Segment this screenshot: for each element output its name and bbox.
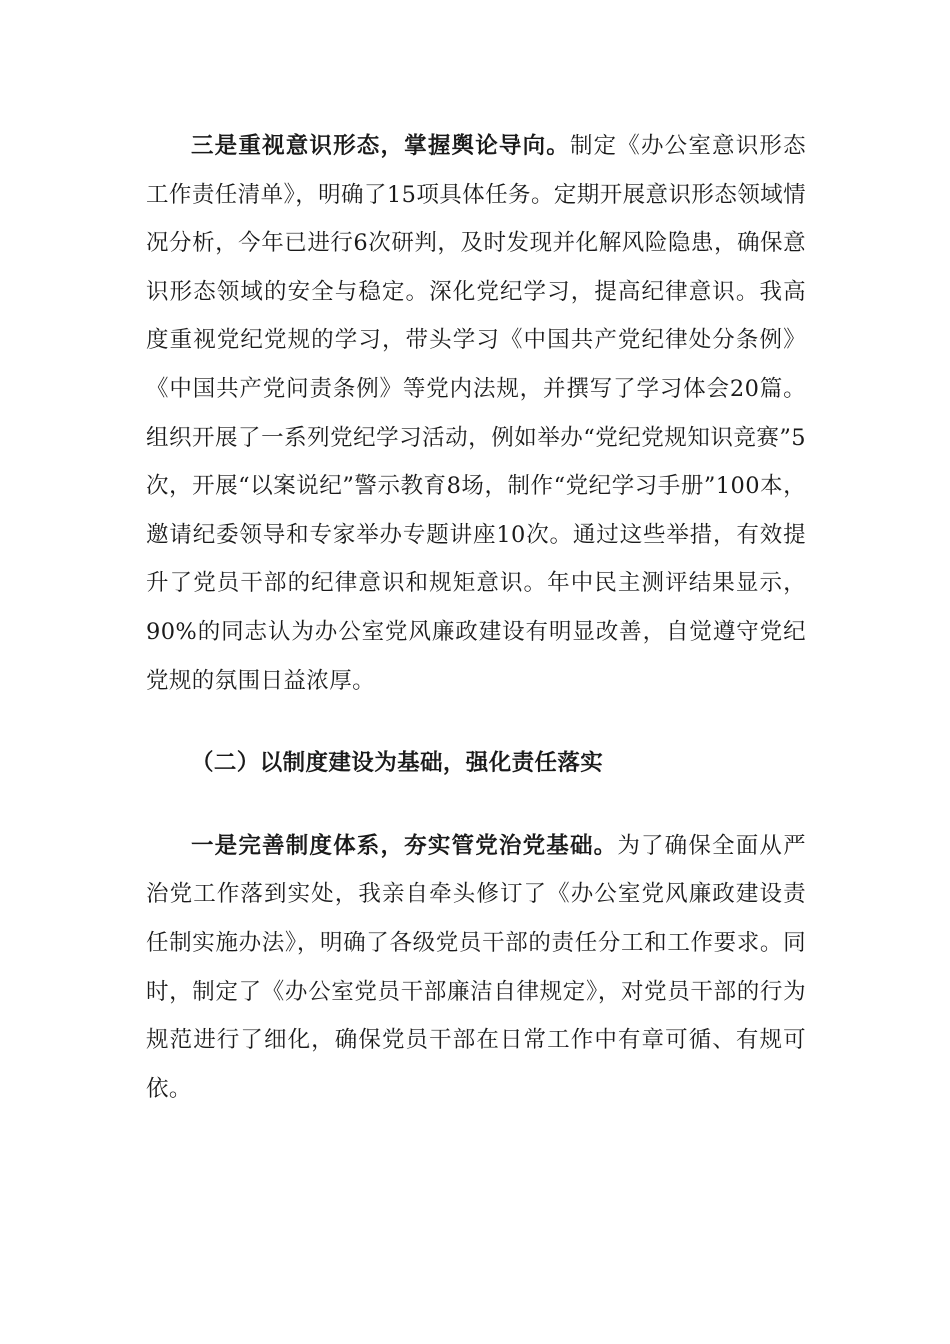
- paragraph-lead: 一是完善制度体系，夯实管党治党基础。: [191, 832, 618, 859]
- section-heading: （二）以制度建设为基础，强化责任落实: [191, 750, 604, 777]
- paragraph-body: 制定《办公室意识形态工作责任清单》，明确了15项具体任务。定期开展意识形态领域情况分析，今年已进行6次研判，及时发现并化解风险隐患，确保意识形态领域的安全与稳定。深化党纪学习，提高纪律意识。我高度重视党纪党规的学习，带头学习《中国共产党纪律处分条例》《中国共产党问责条例》等党内法规，并撰写了学习体会20篇。组织开展了一系列党纪学习活动，例如举办“党纪党规知识竞赛”5次，开展“以案说纪”警示教育8场，制作“党纪学习手册”100本，邀请纪委领导和专家举办专题讲座10次。通过这些举措，有效提升了党员干部的纪律意识和规矩意识。年中民主测评结果显示，90%的同志认为办公室党风廉政建设有明显改善，自觉遵守党纪党规的氛围日益浓厚。: [146, 133, 806, 694]
- paragraph-lead: 三是重视意识形态，掌握舆论导向。: [191, 133, 570, 159]
- paragraph-system: [146, 822, 806, 1114]
- paragraph-ideology: [146, 122, 806, 705]
- document-page: [146, 122, 806, 1113]
- paragraph-body: 为了确保全面从严治党工作落到实处，我亲自牵头修订了《办公室党风廉政建设责任制实施办法》，明确了各级党员干部的责任分工和工作要求。同时，制定了《办公室党员干部廉洁自律规定》，对党员干部的行为规范进行了细化，确保党员干部在日常工作中有章可循、有规可依。: [146, 832, 806, 1102]
